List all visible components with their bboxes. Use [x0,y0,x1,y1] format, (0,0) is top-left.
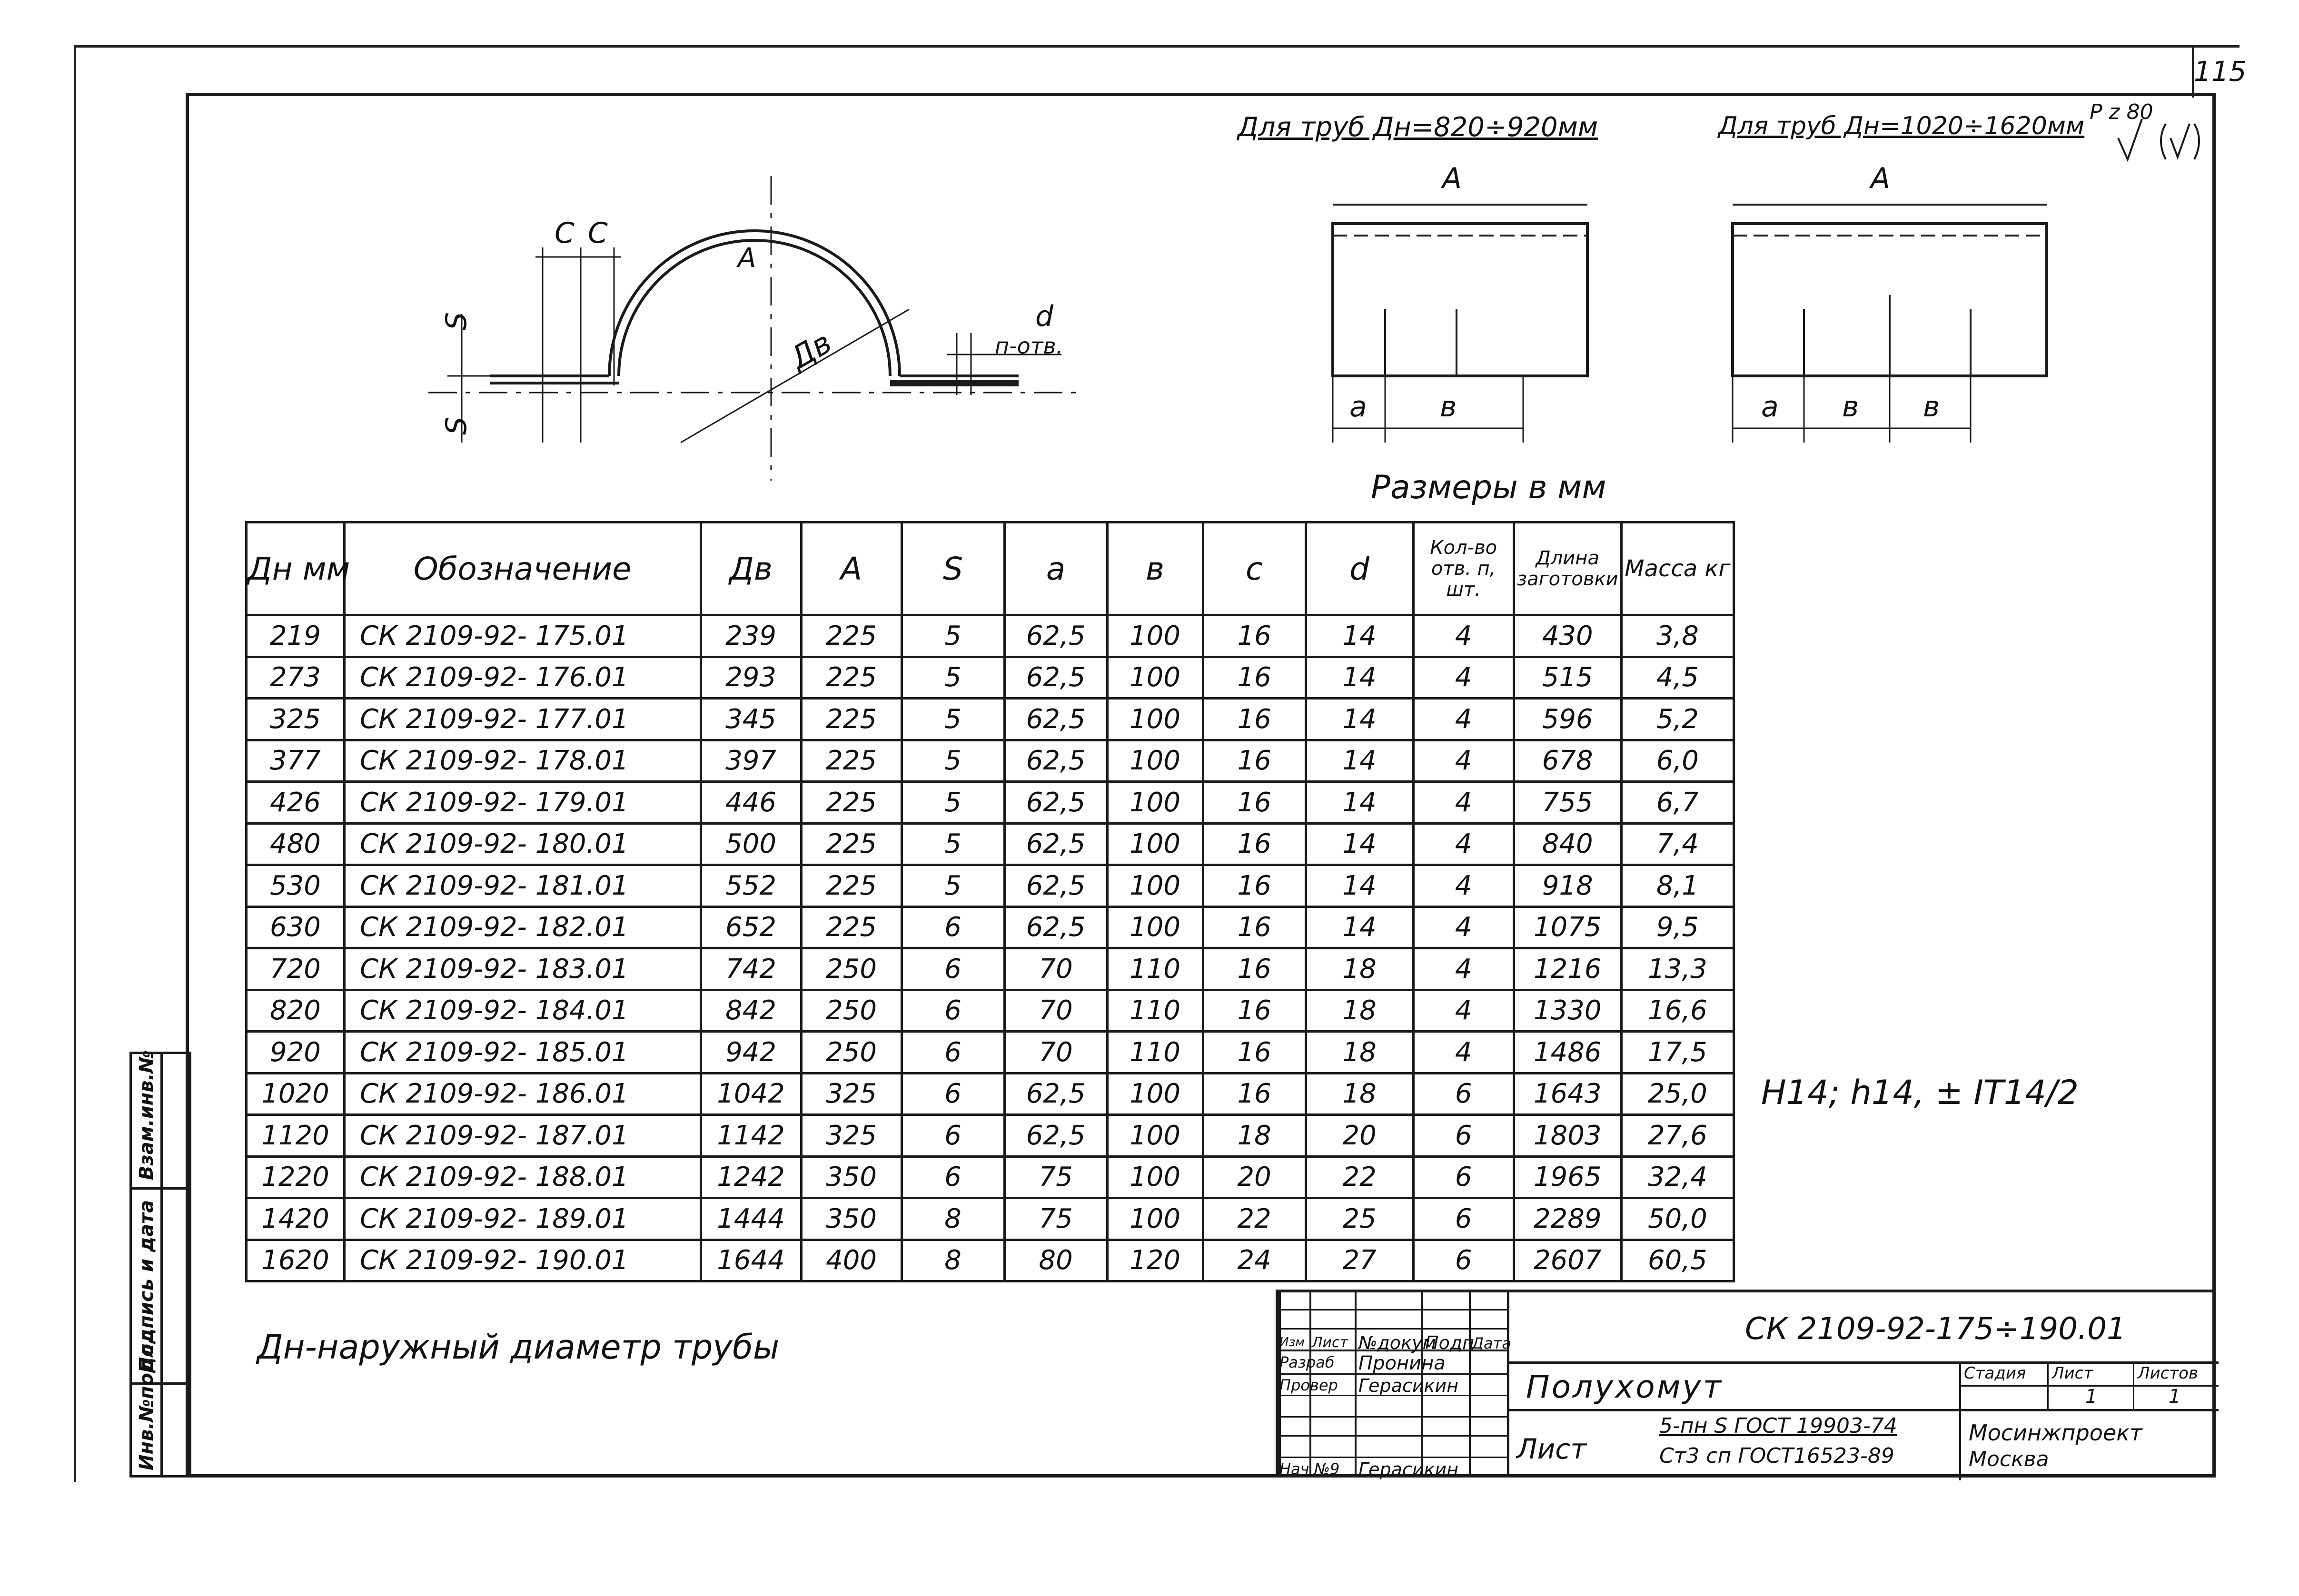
table-row [247,657,1734,699]
table-cell: 16 [1203,1073,1306,1115]
table-cell: 14 [1306,740,1413,782]
table-cell: СК 2109-92- 178.01 [344,740,701,782]
table-cell: 1620 [247,1240,345,1281]
table-cell: 325 [247,699,345,740]
table-cell: 16 [1203,906,1306,948]
table-cell: 239 [701,615,801,657]
label-s-top: S [440,312,474,331]
table-cell: 16 [1203,699,1306,740]
tb-role-3: Нач №9 [1279,1460,1340,1478]
table-cell: 1242 [701,1156,801,1198]
table-cell: 6 [902,1032,1004,1074]
table-cell: 62,5 [1004,740,1107,782]
table-cell: 100 [1107,1073,1203,1115]
spec-table [245,521,1735,1282]
table-cell: 5 [902,823,1004,865]
table-cell: 4 [1413,782,1514,824]
table-cell: 1643 [1514,1073,1621,1115]
footnote: Дн-наружный диаметр трубы [257,1328,780,1367]
table-cell: 7,4 [1621,823,1734,865]
tb-col-izm: Изм [1279,1335,1305,1350]
table-cell: 4 [1413,1032,1514,1074]
table-cell: 6 [902,1073,1004,1115]
table-cell: 17,5 [1621,1032,1734,1074]
table-cell: 225 [801,865,902,907]
view1-title: Для труб Дн=820÷920мм [1238,112,1598,143]
table-cell: 14 [1306,782,1413,824]
table-row [247,1156,1734,1198]
table-row [247,865,1734,907]
table-cell: 4 [1413,948,1514,990]
table-cell: 219 [247,615,345,657]
units-note: Размеры в мм [1371,469,1606,506]
table-cell: 918 [1514,865,1621,907]
table-cell: 18 [1203,1115,1306,1157]
table-cell: 4 [1413,990,1514,1032]
table-row [247,1198,1734,1240]
table-cell: 16 [1203,615,1306,657]
header-hole-count: Кол-во отв. п, шт. [1413,522,1514,615]
table-cell: 6 [902,990,1004,1032]
table-cell: 32,4 [1621,1156,1734,1198]
table-cell: 110 [1107,990,1203,1032]
tb-person-3: Герасикин [1358,1459,1459,1480]
table-cell: 755 [1514,782,1621,824]
table-cell: 18 [1306,1032,1413,1074]
table-cell: 840 [1514,823,1621,865]
tb-org-line2: Москва [1969,1447,2049,1471]
view1-label-a: a [1349,390,1367,424]
table-cell: 400 [801,1240,902,1281]
table-cell: 16 [1203,990,1306,1032]
table-cell: 22 [1203,1198,1306,1240]
table-cell: 920 [247,1032,345,1074]
view1-label-a-width: A [1442,162,1462,195]
table-cell: СК 2109-92- 188.01 [344,1156,701,1198]
tb-sheets-label: Листов [2138,1364,2199,1383]
table-cell: 4 [1413,823,1514,865]
label-d: d [1035,300,1054,333]
table-cell: 4 [1413,740,1514,782]
table-cell: 18 [1306,1073,1413,1115]
table-cell: 16 [1203,657,1306,699]
table-cell: 552 [701,865,801,907]
table-cell: 16 [1203,782,1306,824]
tb-col-podp: Подп [1425,1332,1474,1353]
outer-frame-left [74,45,76,1482]
table-cell: 5 [902,865,1004,907]
table-cell: 24 [1203,1240,1306,1281]
table-cell: 530 [247,865,345,907]
table-cell: 100 [1107,1156,1203,1198]
table-cell: 3,8 [1621,615,1734,657]
table-cell: 5,2 [1621,699,1734,740]
tb-org-line1: Мосинжпроект [1969,1420,2142,1446]
header-dv: Дв [701,522,801,615]
table-cell: 62,5 [1004,657,1107,699]
tb-person-2: Герасикин [1358,1375,1459,1396]
table-cell: 14 [1306,657,1413,699]
table-cell: СК 2109-92- 184.01 [344,990,701,1032]
table-row [247,699,1734,740]
table-cell: 16,6 [1621,990,1734,1032]
tb-sheets-value: 1 [2169,1386,2181,1408]
view2-label-a-width: A [1871,162,1891,195]
table-cell: 397 [701,740,801,782]
table-cell: 5 [902,699,1004,740]
table-cell: 1075 [1514,906,1621,948]
tb-material-line1: 5-пн S ГОСТ 19903-74 [1659,1414,1897,1438]
table-cell: 120 [1107,1240,1203,1281]
table-cell: 480 [247,823,345,865]
table-cell: 8 [902,1198,1004,1240]
table-cell: 100 [1107,699,1203,740]
table-cell: 652 [701,906,801,948]
table-cell: 6 [1413,1240,1514,1281]
table-cell: 8,1 [1621,865,1734,907]
table-cell: 842 [701,990,801,1032]
table-cell: 75 [1004,1156,1107,1198]
table-cell: 5 [902,615,1004,657]
table-cell: 8 [902,1240,1004,1281]
table-cell: 1420 [247,1198,345,1240]
table-cell: СК 2109-92- 185.01 [344,1032,701,1074]
table-cell: 62,5 [1004,699,1107,740]
table-row [247,948,1734,990]
table-cell: 62,5 [1004,1073,1107,1115]
table-cell: 62,5 [1004,823,1107,865]
table-cell: 14 [1306,823,1413,865]
table-cell: 70 [1004,990,1107,1032]
tb-col-data: Дата [1472,1334,1511,1352]
table-row [247,1073,1734,1115]
table-cell: 100 [1107,782,1203,824]
table-cell: СК 2109-92- 189.01 [344,1198,701,1240]
tb-material-prefix: Лист [1516,1433,1586,1465]
table-cell: 14 [1306,699,1413,740]
table-cell: СК 2109-92- 181.01 [344,865,701,907]
table-cell: 1220 [247,1156,345,1198]
tb-col-ndok: №докум [1358,1332,1437,1353]
table-cell: СК 2109-92- 179.01 [344,782,701,824]
side-strip-inv-no: Инв.№подл. [136,1336,158,1470]
view2-roughness: P z 80 [2090,100,2153,124]
table-cell: 100 [1107,823,1203,865]
table-cell: 6 [902,906,1004,948]
header-blank-length: Длина заготовки [1514,522,1621,615]
table-cell: 4 [1413,615,1514,657]
side-strip-signature-date: Подпись и дата [136,1200,158,1373]
outer-frame-top [74,45,2240,48]
table-cell: 100 [1107,615,1203,657]
table-cell: 250 [801,1032,902,1074]
table-cell: 820 [247,990,345,1032]
table-cell: СК 2109-92- 183.01 [344,948,701,990]
table-cell: 100 [1107,1115,1203,1157]
table-cell: 22 [1306,1156,1413,1198]
table-cell: 1020 [247,1073,345,1115]
table-cell: СК 2109-92- 180.01 [344,823,701,865]
table-cell: 110 [1107,948,1203,990]
table-cell: 325 [801,1115,902,1157]
table-cell: 25,0 [1621,1073,1734,1115]
label-a-arc: A [738,243,756,274]
header-dn: Дн мм [247,522,345,615]
table-row [247,990,1734,1032]
title-block [1276,1290,2216,1478]
table-cell: 225 [801,782,902,824]
table-cell: 942 [701,1032,801,1074]
table-cell: СК 2109-92- 190.01 [344,1240,701,1281]
table-cell: 446 [701,782,801,824]
table-cell: 350 [801,1156,902,1198]
table-cell: СК 2109-92- 186.01 [344,1073,701,1115]
table-cell: 1142 [701,1115,801,1157]
table-cell: 5 [902,740,1004,782]
table-cell: СК 2109-92- 177.01 [344,699,701,740]
table-cell: 100 [1107,906,1203,948]
table-cell: 13,3 [1621,948,1734,990]
table-cell: 293 [701,657,801,699]
table-cell: 1042 [701,1073,801,1115]
header-c: c [1203,522,1306,615]
table-cell: 273 [247,657,345,699]
table-cell: 110 [1107,1032,1203,1074]
table-cell: 1486 [1514,1032,1621,1074]
table-cell: 500 [701,823,801,865]
table-cell: 6 [1413,1115,1514,1157]
table-cell: 5 [902,782,1004,824]
table-cell: 9,5 [1621,906,1734,948]
table-cell: 50,0 [1621,1198,1734,1240]
table-cell: 18 [1306,948,1413,990]
label-n-otv: п-отв. [995,333,1063,359]
table-cell: 1644 [701,1240,801,1281]
table-row [247,615,1734,657]
table-cell: 4,5 [1621,657,1734,699]
table-cell: 225 [801,657,902,699]
table-cell: 225 [801,615,902,657]
label-dv: Дв [784,325,838,376]
tb-sheet-value: 1 [2085,1386,2098,1408]
table-cell: 80 [1004,1240,1107,1281]
view2-label-b2: в [1923,390,1940,424]
table-row [247,1240,1734,1281]
table-cell: 250 [801,948,902,990]
label-c-right: C [588,217,608,250]
tb-role-2: Провер [1279,1376,1338,1394]
tolerance-note: H14; h14, ± IT14/2 [1761,1073,2079,1112]
table-row [247,782,1734,824]
table-row [247,740,1734,782]
table-cell: 430 [1514,615,1621,657]
table-cell: 14 [1306,906,1413,948]
table-cell: 25 [1306,1198,1413,1240]
roughness-symbol [2113,114,2209,167]
table-cell: 1444 [701,1198,801,1240]
view1-label-b: в [1440,390,1457,424]
table-cell: 345 [701,699,801,740]
header-mass: Масса кг [1621,522,1734,615]
table-cell: 596 [1514,699,1621,740]
table-cell: 75 [1004,1198,1107,1240]
table-cell: 62,5 [1004,615,1107,657]
table-cell: 515 [1514,657,1621,699]
table-cell: 1330 [1514,990,1621,1032]
table-cell: 70 [1004,1032,1107,1074]
table-cell: 16 [1203,823,1306,865]
table-cell: 426 [247,782,345,824]
table-cell: 6 [902,1115,1004,1157]
tb-name: Полухомут [1526,1369,1723,1405]
header-a-lower: a [1004,522,1107,615]
table-cell: 70 [1004,948,1107,990]
view2-label-b1: в [1842,390,1859,424]
table-cell: 2607 [1514,1240,1621,1281]
table-cell: 742 [701,948,801,990]
view2-label-a: a [1761,390,1779,424]
table-cell: 6 [1413,1156,1514,1198]
header-designation: Обозначение [344,522,701,615]
label-c-left: C [555,217,575,250]
table-cell: 20 [1203,1156,1306,1198]
tb-person-1: Пронина [1358,1352,1446,1374]
table-cell: 225 [801,906,902,948]
table-cell: 5 [902,657,1004,699]
table-cell: 6,0 [1621,740,1734,782]
table-cell: 16 [1203,865,1306,907]
table-cell: 4 [1413,699,1514,740]
table-cell: 62,5 [1004,1115,1107,1157]
table-cell: 16 [1203,948,1306,990]
table-cell: СК 2109-92- 182.01 [344,906,701,948]
table-cell: 4 [1413,865,1514,907]
table-cell: 1803 [1514,1115,1621,1157]
table-cell: СК 2109-92- 176.01 [344,657,701,699]
view2-title: Для труб Дн=1020÷1620мм [1718,112,2085,140]
table-cell: 16 [1203,1032,1306,1074]
table-row [247,906,1734,948]
tb-material-line2: Ст3 сп ГОСТ16523-89 [1659,1444,1894,1468]
header-b: в [1107,522,1203,615]
table-cell: 100 [1107,1198,1203,1240]
table-row [247,823,1734,865]
tb-doc-code: СК 2109-92-175÷190.01 [1745,1311,2126,1347]
table-cell: 6 [902,1156,1004,1198]
tb-stage-label: Стадия [1964,1364,2026,1383]
table-cell: 1965 [1514,1156,1621,1198]
header-s: S [902,522,1004,615]
table-cell: СК 2109-92- 187.01 [344,1115,701,1157]
side-strip-replaced-inv: Взам.инв.№ [136,1050,158,1180]
table-cell: 377 [247,740,345,782]
header-d: d [1306,522,1413,615]
table-cell: 6 [1413,1198,1514,1240]
header-a-upper: A [801,522,902,615]
table-cell: 62,5 [1004,906,1107,948]
table-cell: 6 [902,948,1004,990]
table-cell: 60,5 [1621,1240,1734,1281]
table-cell: 720 [247,948,345,990]
table-cell: 14 [1306,865,1413,907]
label-s-bottom: S [440,416,474,435]
table-cell: 325 [801,1073,902,1115]
table-cell: 62,5 [1004,865,1107,907]
table-cell: 100 [1107,740,1203,782]
sheet-number: 115 [2192,45,2240,98]
table-cell: 630 [247,906,345,948]
table-row [247,1032,1734,1074]
table-cell: 4 [1413,906,1514,948]
table-cell: 678 [1514,740,1621,782]
tb-role-1: Разраб [1279,1353,1335,1371]
table-cell: 250 [801,990,902,1032]
table-row [247,1115,1734,1157]
table-cell: 27 [1306,1240,1413,1281]
tb-sheet-label: Лист [2052,1364,2093,1383]
table-cell: 4 [1413,657,1514,699]
table-cell: 1120 [247,1115,345,1157]
table-cell: СК 2109-92- 175.01 [344,615,701,657]
table-cell: 1216 [1514,948,1621,990]
table-cell: 18 [1306,990,1413,1032]
table-cell: 14 [1306,615,1413,657]
table-cell: 6,7 [1621,782,1734,824]
tb-col-list: Лист [1312,1334,1348,1351]
table-cell: 2289 [1514,1198,1621,1240]
table-cell: 62,5 [1004,782,1107,824]
table-header-row [247,522,1734,615]
table-cell: 225 [801,823,902,865]
table-cell: 225 [801,740,902,782]
table-cell: 100 [1107,657,1203,699]
table-cell: 20 [1306,1115,1413,1157]
table-cell: 6 [1413,1073,1514,1115]
table-cell: 27,6 [1621,1115,1734,1157]
table-cell: 16 [1203,740,1306,782]
table-cell: 100 [1107,865,1203,907]
table-cell: 225 [801,699,902,740]
table-cell: 350 [801,1198,902,1240]
